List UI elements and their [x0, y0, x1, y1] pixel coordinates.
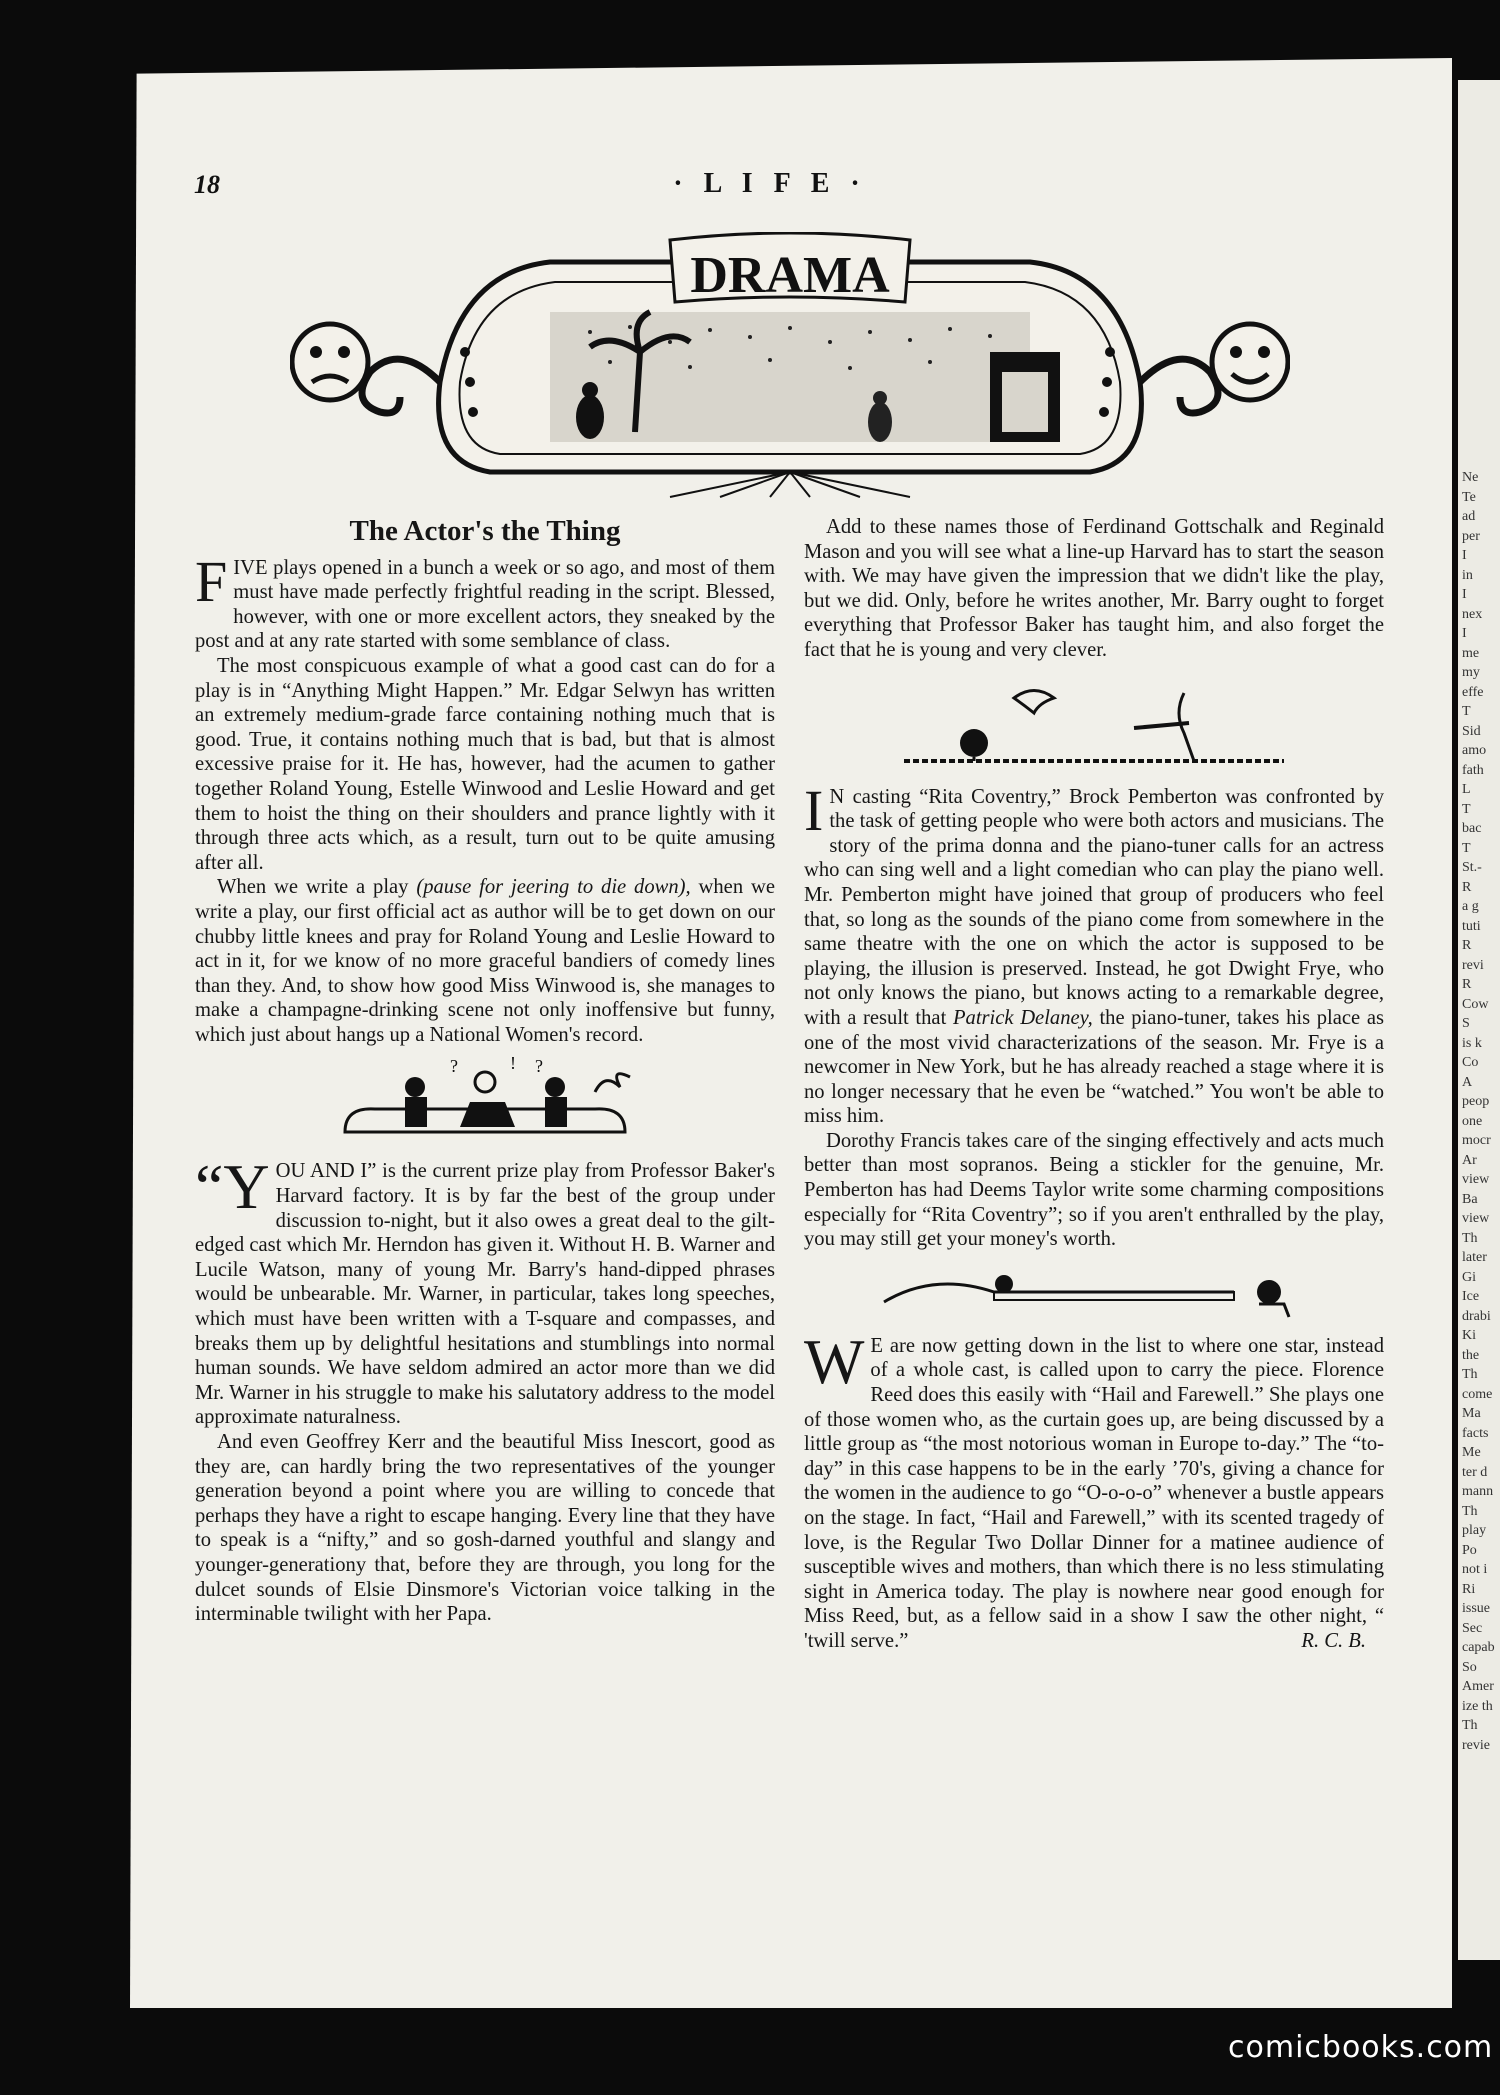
paragraph-2: The most conspicuous example of what a good cast can do for a play is in “Anything Might Happen.” Mr. Edgar Selwyn has written an extremely medium-grade farce containing nothing much that is good. True, it contains nothing much that is bad, but that is almost excessive praise for it. He has, however, had the acumen to gather together Roland Young, Estelle Winwood and Leslie Howard and get them to hoist the thing on their shoulders and prance lightly with it through three acts which, as a result, turn out to be quite amusing after all.	[195, 654, 775, 874]
paragraph-4	[195, 1151, 775, 1430]
reclining-figure-vignette	[874, 1262, 1314, 1322]
paragraph-3-start: When we write a play	[217, 876, 409, 899]
site-watermark: comicbooks.com	[1228, 2030, 1494, 2065]
neighbor-text-fragment: Co	[1462, 1055, 1479, 1070]
magazine-title: · L I F E ·	[673, 168, 867, 199]
article-title: The Actor's the Thing	[349, 515, 621, 547]
neighbor-text-fragment: amo	[1462, 743, 1487, 758]
neighbor-text-fragment: bac	[1462, 821, 1482, 836]
paragraph-4-text: OU AND I” is the current prize play from Professor Baker's Harvard factory. It is by far the best of the group under discussion to-night, but it also owes a great deal to the gilt-edged cast which Mr. Herndon has given it. Without H. B. Warner and Lucile Watson, many of young Mr. Barry's hand-dipped phrases would be unbearable. Mr. Warner, in particular, takes long speeches, which must have been written with a T-square and compasses, and breaks them up by delightful hesitations and stumblings into normal human sounds. We have seldom admired an actor more than we did Mr. Warner in his struggle to make his salutatory address to the model approximate naturalness.	[195, 1160, 775, 1429]
neighbor-text-fragment: view	[1462, 1211, 1490, 1226]
neighbor-text-fragment: per	[1462, 528, 1480, 544]
neighbor-text-fragment: not i	[1462, 1562, 1488, 1577]
neighbor-text-fragment: Sec	[1462, 1620, 1483, 1636]
sofa-party-vignette	[335, 1057, 635, 1147]
neighbor-text-fragment: Sid	[1462, 723, 1481, 739]
neighbor-text-fragment: me	[1462, 645, 1480, 661]
neighbor-text-fragment: R	[1462, 879, 1472, 895]
drama-banner-illustration	[290, 232, 1290, 500]
svg-text:?: ?	[535, 1057, 543, 1077]
neighbor-text-fragment: ize th	[1462, 1698, 1493, 1714]
neighbor-text-fragment: R	[1462, 938, 1472, 953]
neighbor-text-fragment: Th	[1462, 1230, 1478, 1246]
neighbor-text-fragment: a g	[1462, 899, 1479, 914]
neighbor-text-fragment: Ne	[1462, 470, 1479, 485]
neighbor-text-fragment: Me	[1462, 1445, 1481, 1460]
neighbor-text-fragment: in	[1462, 567, 1473, 583]
neighbor-text-fragment: Ma	[1462, 1406, 1481, 1421]
neighbor-text-fragment: ad	[1462, 509, 1476, 524]
neighbor-text-fragment: one	[1462, 1113, 1483, 1129]
paragraph-6: Add to these names those of Ferdinand Gottschalk and Reginald Mason and you will see what a line-up Harvard has to start the season with. We may have given the impression that we didn't like the play, but we did. Only, before he writes another, Mr. Barry ought to forget everything that Professor Baker has taught him, and also forget the fact that he is young and very clever.	[804, 516, 1384, 661]
drop-cap-f: F	[195, 548, 228, 614]
neighbor-text-fragment: Po	[1462, 1542, 1477, 1558]
neighbor-text-fragment: ter d	[1462, 1464, 1488, 1480]
neighbor-text-fragment: effe	[1462, 684, 1484, 700]
paragraph-9	[804, 1325, 1384, 1654]
drop-cap-y: “Y	[195, 1151, 270, 1223]
neighbor-text-fragment: come	[1462, 1386, 1493, 1402]
neighbor-text-fragment: fath	[1462, 762, 1484, 778]
paragraph-8: Dorothy Francis takes care of the singing effectively and acts much better than most sopranos. Being a stickler for the genuine, Mr. Pemberton has had Deems Taylor write some charming compositions especially for “Rita Coventry”; so if you aren't enthralled by the play, you may still get your money's worth.	[804, 1129, 1384, 1251]
neighbor-text-fragment: Cow	[1462, 996, 1489, 1012]
paragraph-1	[195, 548, 775, 654]
paragraph-3-italic: (pause for jeering to die down),	[416, 876, 691, 899]
neighbor-text-fragment: facts	[1462, 1425, 1489, 1441]
neighbor-text-fragment: Amer	[1462, 1679, 1494, 1694]
neighbor-text-fragment: play	[1462, 1523, 1487, 1538]
page-number: 18	[194, 170, 220, 199]
svg-text:DRAMA: DRAMA	[690, 247, 890, 304]
neighbor-text-fragment: Ice	[1462, 1289, 1480, 1304]
neighbor-text-fragment: the	[1462, 1347, 1480, 1363]
neighbor-text-fragment: T	[1462, 801, 1471, 817]
neighbor-text-fragment: St.-	[1462, 860, 1482, 875]
paragraph-7	[804, 777, 1384, 1129]
neighbor-text-fragment: drabi	[1462, 1308, 1491, 1324]
neighbor-text-fragment: nex	[1462, 606, 1483, 622]
neighbor-text-fragment: Th	[1462, 1367, 1478, 1382]
drop-cap-w: W	[804, 1325, 865, 1397]
neighbor-text-fragment: issue	[1462, 1601, 1490, 1616]
author-signature: R. C. B.	[1301, 1629, 1366, 1652]
neighbor-text-fragment: So	[1462, 1659, 1477, 1675]
neighbor-text-fragment: peop	[1462, 1094, 1490, 1109]
neighbor-text-fragment: later	[1462, 1250, 1487, 1265]
neighbor-text-fragment: T	[1462, 840, 1471, 856]
neighbor-text-fragment: R	[1462, 977, 1472, 992]
neighbor-text-fragment: mocr	[1462, 1133, 1491, 1148]
bird-and-hunter-vignette	[884, 673, 1304, 773]
neighbor-text-fragment: I	[1462, 626, 1467, 641]
paragraph-7-italic: Patrick Delaney,	[952, 1006, 1093, 1029]
adjacent-page-edge	[1458, 80, 1500, 1960]
neighbor-text-fragment: Th	[1462, 1503, 1478, 1519]
neighbor-text-fragment: capab	[1462, 1640, 1495, 1655]
neighbor-text-fragment: I	[1462, 548, 1467, 563]
neighbor-text-fragment: mann	[1462, 1484, 1494, 1499]
svg-text:!: !	[510, 1057, 516, 1074]
neighbor-text-fragment: Ar	[1462, 1152, 1477, 1168]
neighbor-text-fragment: Ri	[1462, 1581, 1476, 1597]
right-column	[804, 515, 1384, 1654]
neighbor-text-fragment: view	[1462, 1172, 1490, 1187]
neighbor-text-fragment: Gi	[1462, 1269, 1476, 1285]
svg-text:?: ?	[450, 1057, 458, 1077]
neighbor-text-fragment: I	[1462, 587, 1467, 602]
paragraph-9-text: E are now getting down in the list to where one star, instead of a whole cast, is called upon to carry the piece. Florence Reed does this easily with “Hail and Farewell.” She plays one of those women who, as the curtain goes up, are being discussed by a little group as “the most notorious woman in Europe to-day.” The “to-day” in this case happens to be in the early ’70's, giving a chance for the women in the audience to go “O-o-o-o” whenever a bustle appears on the stage. In fact, “Hail and Farewell,” with its scented tragedy of love, is the Regular Two Dollar Dinner for a matinee audience of susceptible wives and mothers, than which there is no less stimulating sight in America today. The play is nowhere near good enough for Miss Reed, but, as a fellow said in a show I saw the other night, “ 'twill serve.”	[804, 1334, 1384, 1652]
paragraph-1-text: IVE plays opened in a bunch a week or so ago, and most of them must have made perfectly frightful reading in the script. Blessed, however, with one or more excellent actors, they sneaked by the post and at any rate started with some semblance of class.	[195, 556, 775, 653]
neighbor-text-fragment: Th	[1462, 1718, 1478, 1733]
drop-cap-i: I	[804, 777, 824, 843]
neighbor-text-fragment: L	[1462, 782, 1471, 797]
neighbor-text-fragment: T	[1462, 704, 1471, 719]
paragraph-3	[195, 875, 775, 1047]
paragraph-3-end: when we write a play, our first official act as author will be to get down on our chubby little knees and pray for Roland Young and Leslie Howard to act in it, for we know of no more graceful bandiers of comedy lines than they. And, to show how good Miss Winwood is, she manages to make a champagne-drinking scene not only inoffensive but funny, which just about hangs up a National Women's record.	[195, 876, 775, 1046]
neighbor-text-fragment: is k	[1462, 1035, 1482, 1051]
neighbor-text-fragment: Te	[1462, 489, 1476, 505]
left-column	[195, 515, 775, 1627]
neighbor-text-fragment: my	[1462, 665, 1480, 680]
neighbor-text-fragment: A	[1462, 1074, 1473, 1090]
paragraph-7-start: N casting “Rita Coventry,” Brock Pemberton was confronted by the task of getting people who were both actors and musicians. The story of the prima donna and the piano-tuner calls for an actress who can sing well and a light comedian who can play the piano well. Mr. Pemberton might have joined that group of producers who feel that, so long as the sounds of the piano come from somewhere in the same theatre with the one on which the actor is supposed to be playing, the illusion is preserved. Instead, he got Dwight Frye, who not only knows the piano, but knows acting to a remarkable degree, with a result that	[804, 785, 1384, 1029]
neighbor-text-fragment: revie	[1462, 1737, 1490, 1753]
neighbor-text-fragment: revi	[1462, 957, 1484, 973]
paragraph-7-end: the piano-tuner, takes his place as one of the most vivid characterizations of the season. Mr. Frye is a newcomer in New York, but he has already reached a stage where it is no longer necessary that he even be “watched.” You won't be able to miss him.	[804, 1006, 1384, 1128]
neighbor-text-fragment: Ba	[1462, 1191, 1478, 1207]
paragraph-5: And even Geoffrey Kerr and the beautiful Miss Inescort, good as they are, can hardly bring the two representatives of the younger generation beyond a point where you are willing to concede that perhaps they have a right to escape hanging. Every line that they have to speak is a “nifty,” and so gosh-darned youthful and slangy and younger-generationy that, before they are through, you long for the dulcet sounds of Elsie Dinsmore's Victorian voice talking in the interminable twilight with her Papa.	[195, 1431, 775, 1626]
neighbor-text-fragment: tuti	[1462, 918, 1481, 934]
neighbor-text-fragment: Ki	[1462, 1328, 1476, 1343]
neighbor-text-fragment: S	[1462, 1016, 1470, 1031]
